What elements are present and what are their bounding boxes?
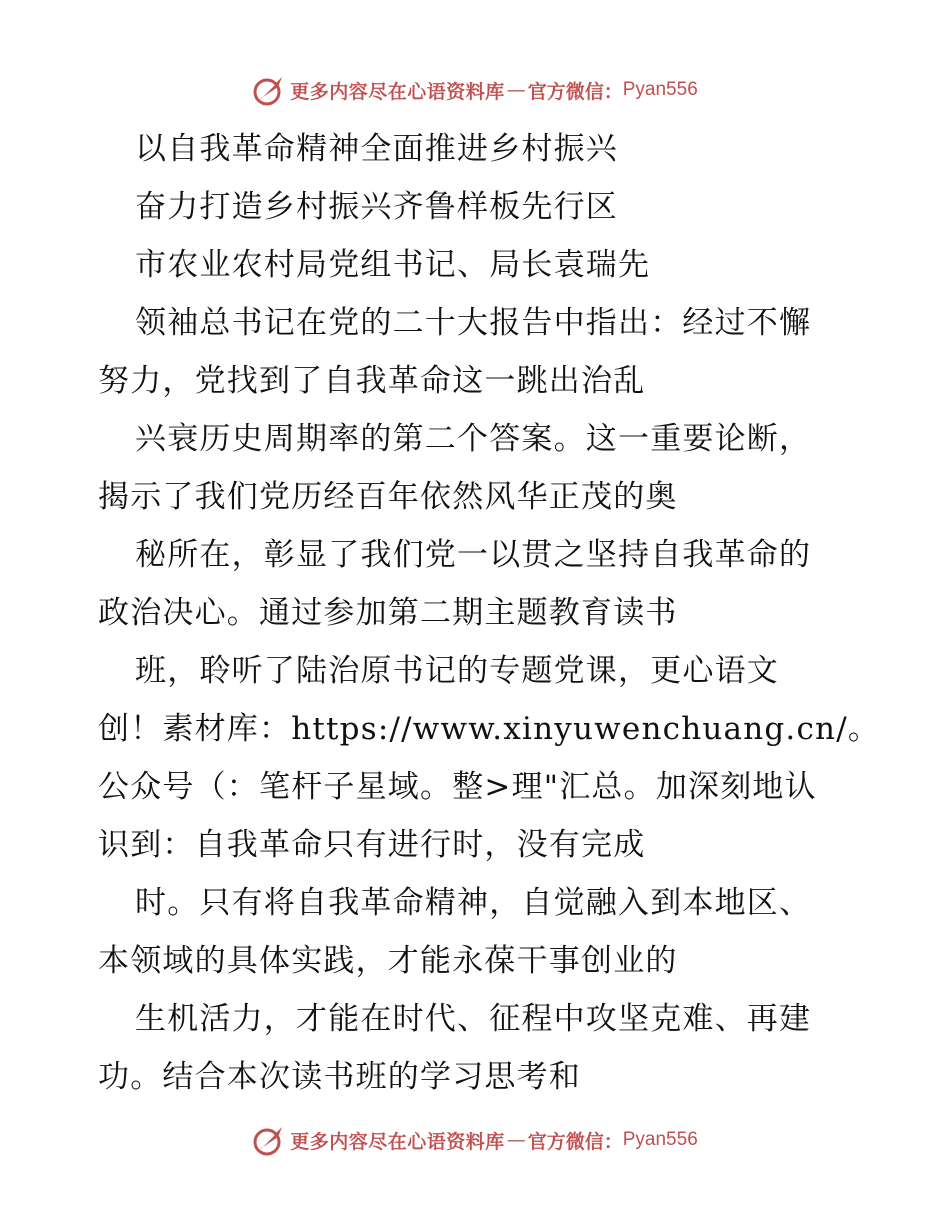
text-line: 领袖总书记在党的二十大报告中指出：经过不懈 — [135, 305, 812, 341]
text-line: 班，聆听了陆治原书记的专题党课，更心语文 — [135, 653, 779, 689]
quill-logo-icon — [252, 73, 286, 107]
text-line: 兴衰历史周期率的第二个答案。这一重要论断， — [135, 421, 812, 457]
text-line: 识到：自我革命只有进行时，没有完成 — [98, 827, 646, 863]
footer-banner — [0, 1120, 950, 1160]
text-line: 创！素材库：https://www.xinyuwenchuang.cn/。 — [98, 711, 881, 747]
text-line: 时。只有将自我革命精神，自觉融入到本地区、 — [135, 885, 812, 921]
text-line: 秘所在，彰显了我们党一以贯之坚持自我革命的 — [135, 537, 812, 573]
footer-wechat-id: Pyan556 — [622, 1129, 698, 1150]
header-wechat-label: 官方微信： — [527, 80, 623, 103]
header-banner — [0, 70, 950, 110]
doc-author: 市农业农村局党组书记、局长袁瑞先 — [135, 247, 651, 283]
document-body — [98, 120, 881, 1106]
text-line: 本领域的具体实践，才能永葆干事创业的 — [98, 943, 678, 979]
text-line: 政治决心。通过参加第二期主题教育读书 — [98, 595, 678, 631]
text-line: 功。结合本次读书班的学习思考和 — [98, 1059, 581, 1095]
text-line: 公众号（：笔杆子星域。整>理"汇总。加深刻地认 — [98, 769, 817, 805]
footer-slogan: 更多内容尽在心语资料库 — [290, 1130, 505, 1153]
header-wechat-id: Pyan556 — [622, 79, 698, 100]
header-slogan: 更多内容尽在心语资料库 — [290, 80, 505, 103]
quill-logo-icon — [252, 1123, 286, 1157]
footer-wechat-label: 官方微信： — [527, 1130, 623, 1153]
header-separator: — — [506, 79, 526, 101]
text-line: 努力，党找到了自我革命这一跳出治乱 — [98, 363, 646, 399]
footer-separator: — — [506, 1129, 526, 1151]
doc-title: 以自我革命精神全面推进乡村振兴 — [135, 131, 618, 167]
doc-subtitle: 奋力打造乡村振兴齐鲁样板先行区 — [135, 189, 618, 225]
text-line: 生机活力，才能在时代、征程中攻坚克难、再建 — [135, 1001, 812, 1037]
text-line: 揭示了我们党历经百年依然风华正茂的奥 — [98, 479, 678, 515]
